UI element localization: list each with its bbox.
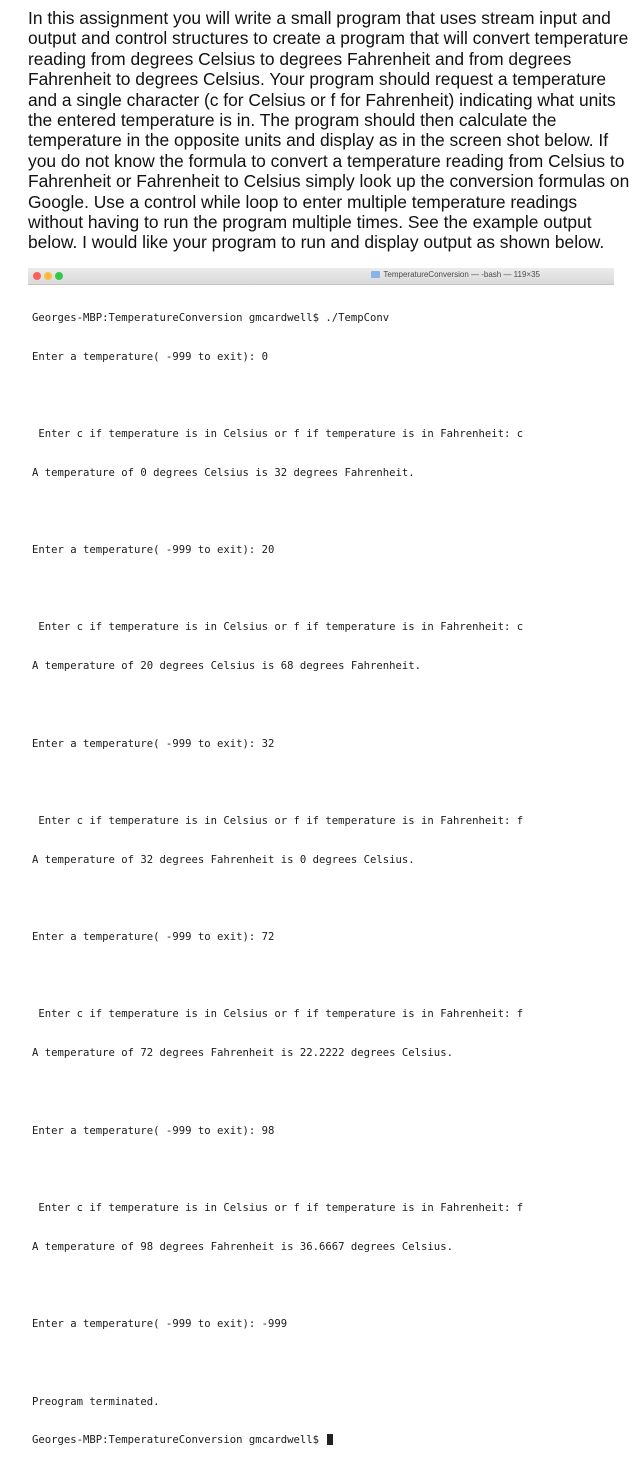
terminal-line [32,583,614,596]
terminal-line: A temperature of 32 degrees Fahrenheit is 0 degrees Celsius. [32,853,415,866]
terminal-line: A temperature of 98 degrees Fahrenheit is 36.6667 degrees Celsius. [32,1240,453,1253]
terminal-line: Georges-MBP:TemperatureConversion gmcardwell$ ./TempConv [32,311,390,324]
minimize-button[interactable] [44,272,52,280]
terminal-line: Enter a temperature( -999 to exit): 98 [32,1124,275,1137]
terminal-line [32,505,614,518]
terminal-line: Enter c if temperature is in Celsius or f if temperature is in Fahrenheit: c [32,621,524,634]
terminal-line [32,970,614,983]
terminal-line: Enter a temperature( -999 to exit): 0 [32,350,268,363]
terminal-line [32,892,614,905]
terminal-line [32,1163,614,1176]
assignment-text: In this assignment you will write a small program that uses stream input and output and control structures to create a program that will convert temperature reading from degrees Celsius to degrees Fahrenheit and from degrees Fahrenheit to degrees Celsius. Your program should request a temperature and a single character (c for Celsius or f for Fahrenheit) indicating what units the entered temperature is in. The program should then calculate the temperature in the opposite units and display as in the screen shot below. If you do not know the formula to convert a temperature reading from Celsius to Fahrenheit or Fahrenheit to Celsius simply look up the conversion formulas on Google. Use a control while loop to enter multiple temperature readings without having to run the program multiple times. See the example output below. I would like your program to run and display output as shown below. [28,8,630,253]
window-controls [33,272,63,280]
terminal-line: A temperature of 20 degrees Celsius is 68 degrees Fahrenheit. [32,660,422,673]
terminal-line: A temperature of 0 degrees Celsius is 32 degrees Fahrenheit. [32,466,415,479]
terminal-title [371,270,540,279]
terminal-line [32,389,614,402]
terminal-line [32,1357,614,1370]
terminal-line: Enter a temperature( -999 to exit): 32 [32,737,275,750]
terminal-line: Enter a temperature( -999 to exit): -999 [32,1318,288,1331]
zoom-button[interactable] [55,272,63,280]
terminal-line: Enter a temperature( -999 to exit): 20 [32,544,275,557]
terminal-line [32,1086,614,1099]
terminal-line: Enter c if temperature is in Celsius or f if temperature is in Fahrenheit: f [32,814,524,827]
close-button[interactable] [33,272,41,280]
terminal-line [32,776,614,789]
terminal-line [32,1279,614,1292]
terminal-titlebar [28,268,614,285]
terminal-prompt: Georges-MBP:TemperatureConversion gmcardwell$ [32,1434,326,1447]
terminal-line [32,699,614,712]
terminal-line [32,1434,614,1447]
terminal-line: Enter c if temperature is in Celsius or f if temperature is in Fahrenheit: f [32,1008,524,1021]
terminal-line: Preogram terminated. [32,1395,160,1408]
terminal-line: A temperature of 72 degrees Fahrenheit is 22.2222 degrees Celsius. [32,1047,453,1060]
terminal-line: Enter c if temperature is in Celsius or f if temperature is in Fahrenheit: f [32,1201,524,1214]
terminal-title-text: TemperatureConversion — -bash — 119×35 [383,270,540,279]
folder-icon [371,271,380,278]
terminal-window [28,268,614,1447]
terminal-line: Enter a temperature( -999 to exit): 72 [32,931,275,944]
terminal-line: Enter c if temperature is in Celsius or f if temperature is in Fahrenheit: c [32,427,524,440]
terminal-output[interactable] [28,285,614,1473]
text-cursor [327,1434,333,1445]
